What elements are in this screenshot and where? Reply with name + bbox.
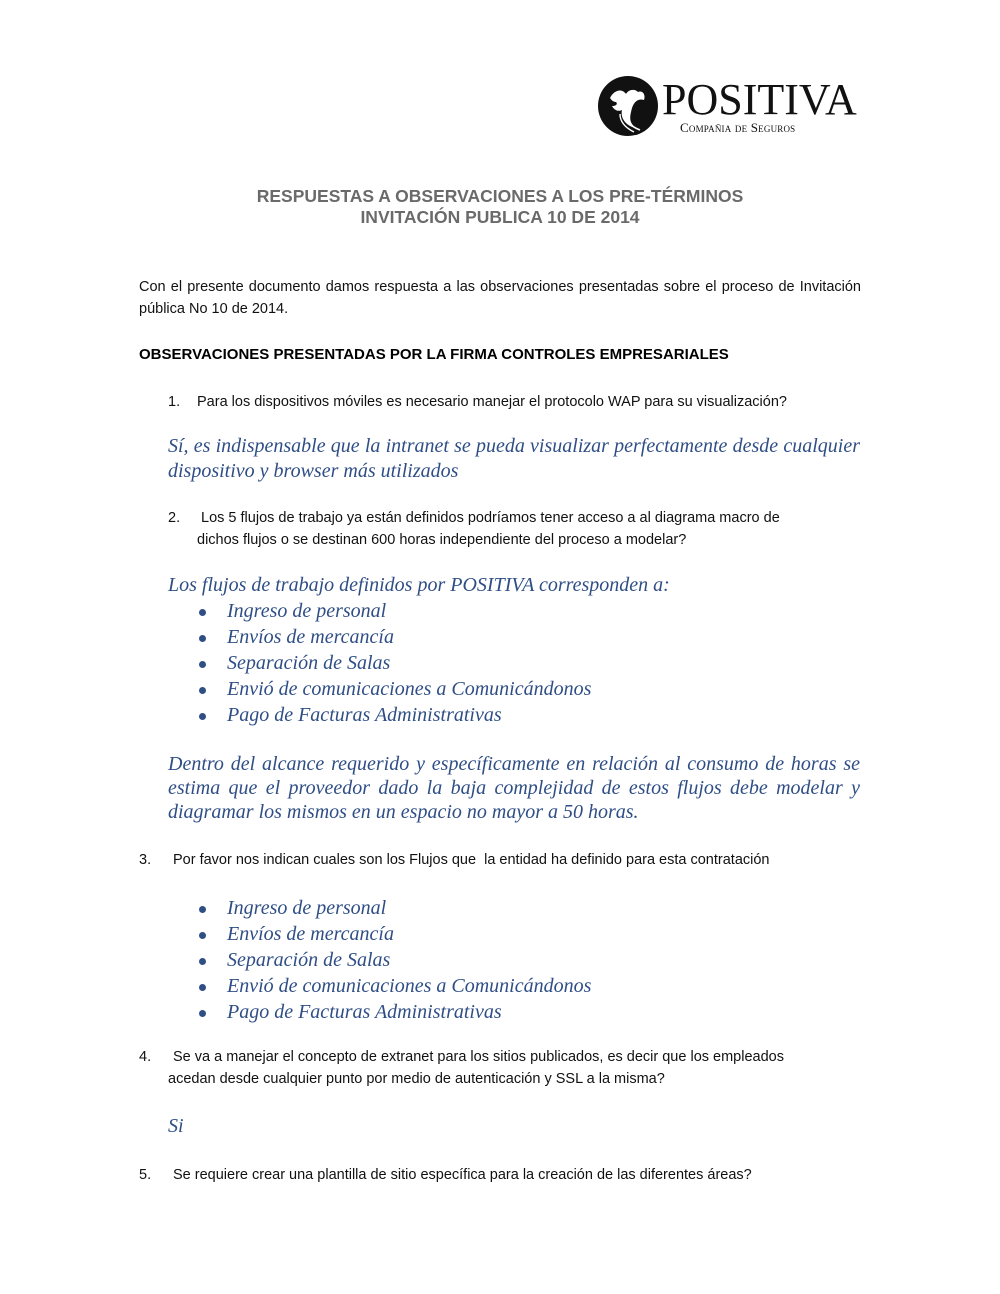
question-5-number: 5. [139,1167,152,1183]
question-3-text: Por favor nos indican cuales son los Flujos que la entidad ha definido para esta contratación [173,852,770,868]
bullet-icon [199,958,206,965]
logo-wordmark: POSITIVA [662,75,857,124]
answer-3-flow-list [196,895,591,1025]
bullet-icon [199,906,206,913]
list-item: Envió de comunicaciones a Comunicándonos [196,676,591,702]
question-4-text-line2: acedan desde cualquier punto por medio de autenticación y SSL a la misma? [168,1071,665,1087]
list-item: Separación de Salas [196,947,591,973]
question-2-number: 2. [168,510,181,526]
section-heading: OBSERVACIONES PRESENTADAS POR LA FIRMA CONTROLES EMPRESARIALES [139,346,729,363]
question-1-text: Para los dispositivos móviles es necesario manejar el protocolo WAP para su visualización? [197,394,787,410]
question-2-text-line1: Los 5 flujos de trabajo ya están definidos podríamos tener acceso a al diagrama macro de [197,510,780,526]
answer-1: Sí, es indispensable que la intranet se pueda visualizar perfectamente desde cualquier dispositivo y browser más utilizados [168,435,860,482]
answer-4: Si [168,1115,184,1137]
bullet-icon [199,984,206,991]
logo-emblem-icon [598,76,658,136]
question-5-text: Se requiere crear una plantilla de sitio específica para la creación de las diferentes áreas? [173,1167,752,1183]
list-item: Ingreso de personal [196,895,591,921]
list-item: Envíos de mercancía [196,921,591,947]
question-4-text-line1: Se va a manejar el concepto de extranet para los sitios publicados, es decir que los empleados [173,1049,784,1065]
bullet-icon [199,635,206,642]
bullet-icon [199,1010,206,1017]
list-item: Separación de Salas [196,650,591,676]
list-item: Ingreso de personal [196,598,591,624]
list-item: Envió de comunicaciones a Comunicándonos [196,973,591,999]
bullet-icon [199,687,206,694]
question-2-text-line2: dichos flujos o se destinan 600 horas independiente del proceso a modelar? [197,532,687,548]
question-4-number: 4. [139,1049,152,1065]
intro-paragraph: Con el presente documento damos respuesta a las observaciones presentadas sobre el proceso de Invitación pública No 10 de 2014. [139,279,861,317]
answer-2-flow-list [196,598,591,728]
logo-subtitle: Compañia de Seguros [680,120,796,135]
answer-2-followup: Dentro del alcance requerido y específicamente en relación al consumo de horas se estima que el proveedor dado la baja complejidad de estos flujos debe modelar y diagramar los mismos en un espacio no mayor a 50 horas. [168,753,860,823]
list-item: Pago de Facturas Administrativas [196,702,591,728]
list-item: Envíos de mercancía [196,624,591,650]
answer-2-intro: Los flujos de trabajo definidos por POSITIVA corresponden a: [168,574,670,596]
bullet-icon [199,713,206,720]
question-1-number: 1. [168,394,181,410]
bullet-icon [199,609,206,616]
list-item: Pago de Facturas Administrativas [196,999,591,1025]
positiva-logo [598,75,857,138]
bullet-icon [199,661,206,668]
bullet-icon [199,932,206,939]
document-title-line2: INVITACIÓN PUBLICA 10 DE 2014 [360,207,640,227]
question-3-number: 3. [139,852,152,868]
document-title-line1: RESPUESTAS A OBSERVACIONES A LOS PRE-TÉRMINOS [256,186,744,206]
